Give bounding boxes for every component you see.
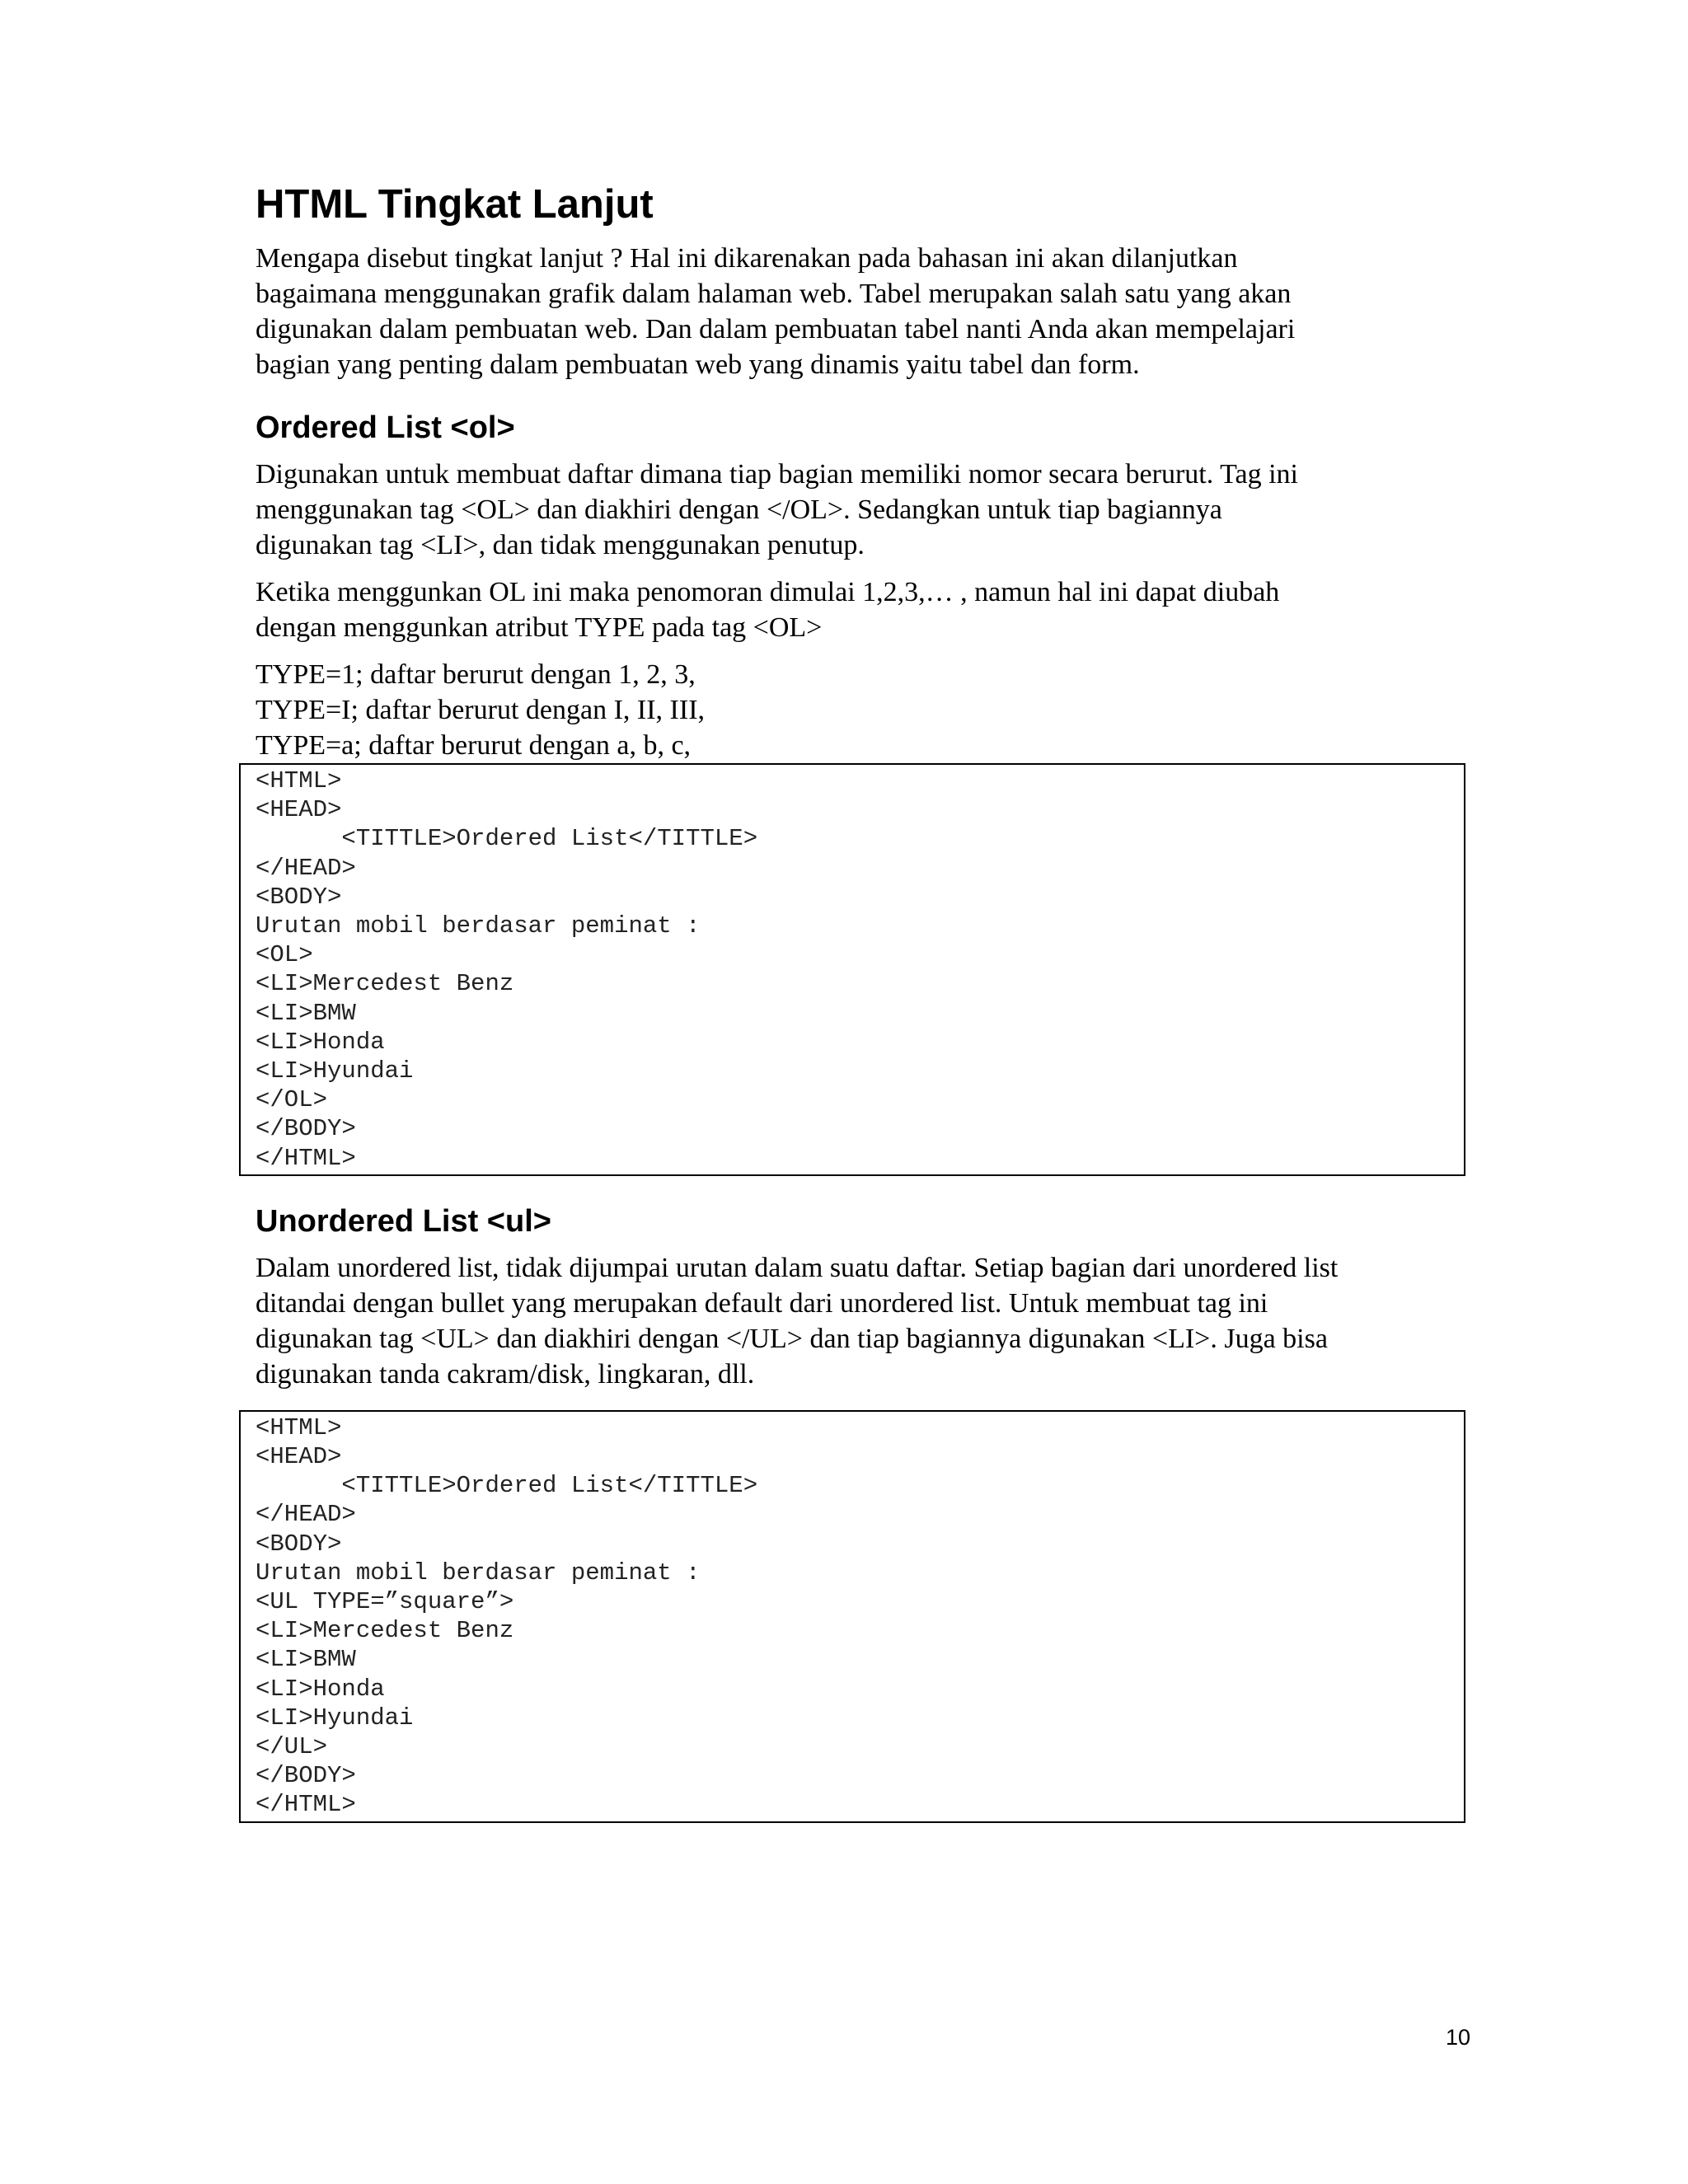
code-line: </HEAD> (256, 1501, 356, 1529)
code-line: <UL TYPE=”square”> (256, 1588, 514, 1616)
code-line: <OL> (256, 941, 313, 969)
code-line: </HEAD> (256, 854, 356, 882)
code-line: <BODY> (256, 883, 342, 911)
code-line: <LI>Hyundai (256, 1057, 414, 1085)
code-line: <LI>Honda (256, 1675, 385, 1703)
code-line: Urutan mobil berdasar peminat : (256, 912, 701, 940)
code-line: <HTML> (256, 767, 342, 794)
unordered-list-heading: Unordered List <ul> (256, 1203, 551, 1239)
intro-paragraph: Mengapa disebut tingkat lanjut ? Hal ini dikarenakan pada bahasan ini akan dilanjutkan bagaimana menggunakan grafik dalam halaman web. Tabel merupakan salah satu yang akan digunakan dalam pembuatan web. Dan dalam pembuatan tabel nanti Anda akan mempelajari bagian yang penting dalam pembuatan web yang dinamis yaitu tabel dan form. (256, 243, 1296, 380)
code-line: </OL> (256, 1086, 328, 1114)
code-line: <HEAD> (256, 796, 342, 824)
code-line: <LI>BMW (256, 1646, 356, 1674)
code-line: <LI>BMW (256, 999, 356, 1027)
page-number: 10 (1445, 2025, 1470, 2050)
type-line: TYPE=1; daftar berurut dengan 1, 2, 3, (256, 659, 696, 690)
page-title: HTML Tingkat Lanjut (256, 182, 654, 227)
code-line: <BODY> (256, 1530, 342, 1558)
code-line: </UL> (256, 1733, 328, 1761)
ordered-list-heading: Ordered List <ol> (256, 410, 515, 445)
code-line: </BODY> (256, 1115, 356, 1143)
ordered-list-type-note: Ketika menggunkan OL ini maka penomoran dimulai 1,2,3,… , namun hal ini dapat diubah dengan menggunkan atribut TYPE pada tag <OL> (256, 577, 1280, 643)
page-content (256, 180, 1467, 1823)
code-line: </HTML> (256, 1791, 356, 1819)
unordered-list-code-box (239, 1410, 1465, 1823)
code-line: </HTML> (256, 1144, 356, 1172)
type-attribute-list (256, 657, 1467, 763)
code-line: <TITTLE>Ordered List</TITTLE> (256, 1472, 758, 1500)
code-line: <LI>Mercedest Benz (256, 1617, 514, 1645)
code-line: <LI>Hyundai (256, 1704, 414, 1732)
code-line: <TITTLE>Ordered List</TITTLE> (256, 825, 758, 853)
code-line: </BODY> (256, 1762, 356, 1790)
ordered-list-code-box (239, 763, 1465, 1176)
code-line: <HEAD> (256, 1443, 342, 1471)
code-line: Urutan mobil berdasar peminat : (256, 1558, 701, 1586)
type-line: TYPE=I; daftar berurut dengan I, II, III, (256, 695, 706, 725)
code-line: <LI>Mercedest Benz (256, 970, 514, 998)
unordered-list-description: Dalam unordered list, tidak dijumpai urutan dalam suatu daftar. Setiap bagian dari unordered list ditandai dengan bullet yang merupakan default dari unordered list. Untuk membuat tag ini digunakan tag <UL> dan diakhiri dengan </UL> dan tiap bagiannya digunakan <LI>. Juga bisa digunakan tanda cakram/disk, lingkaran, dll. (256, 1252, 1339, 1390)
code-line: <HTML> (256, 1413, 342, 1441)
ordered-list-description: Digunakan untuk membuat daftar dimana tiap bagian memiliki nomor secara berurut. Tag ini menggunakan tag <OL> dan diakhiri dengan </OL>. Sedangkan untuk tiap bagiannya digunakan tag <LI>, dan tidak menggunakan penutup. (256, 459, 1299, 560)
type-line: TYPE=a; daftar berurut dengan a, b, c, (256, 730, 692, 761)
code-line: <LI>Honda (256, 1028, 385, 1056)
